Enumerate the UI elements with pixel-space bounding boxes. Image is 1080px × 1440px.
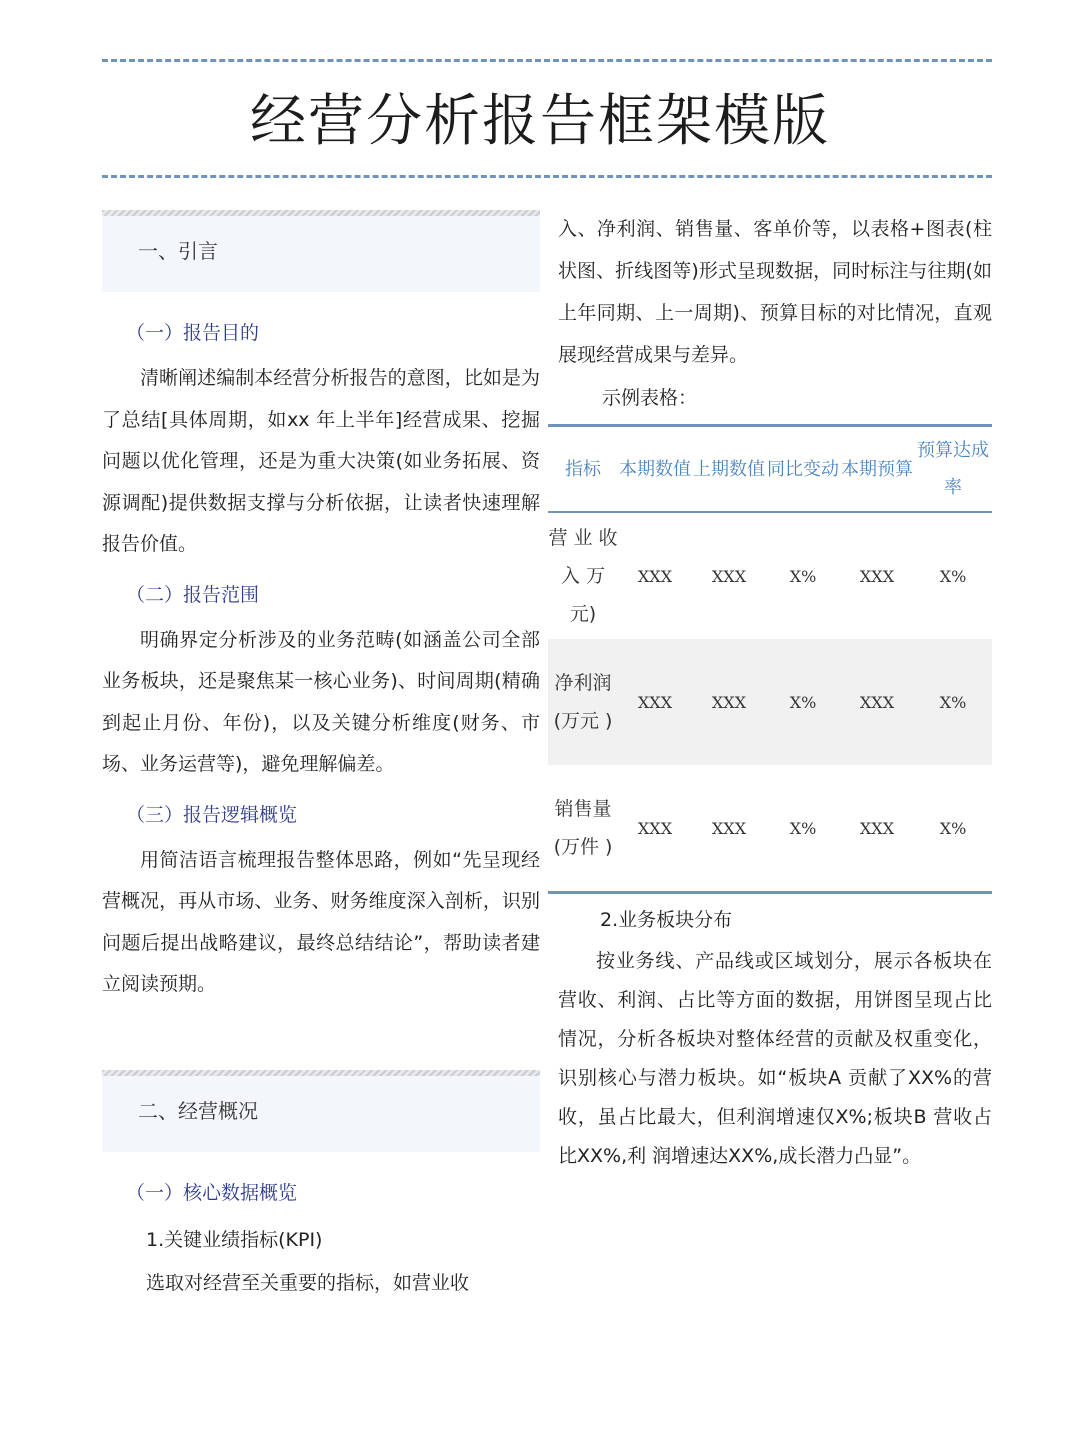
table-cell: X% [789, 566, 817, 586]
kpi-heading: 1.关键业绩指标(KPI) [146, 1228, 323, 1251]
table-row [548, 639, 992, 765]
paragraph-purpose: 清晰阐述编制本经营分析报告的意图，比如是为了总结[具体周期，如xx 年上半年]经营成果、挖掘问题以优化管理，还是为重大决策(如业务拓展、资源调配)提供数据支撑与分析依据，让读者快速理解报告价值。 [102, 367, 540, 555]
right-column [548, 208, 992, 1176]
table-cell: XXX [840, 639, 914, 765]
table-row-label: 净利润(万元 ) [548, 639, 618, 765]
table-cell: XXX [692, 639, 766, 765]
segment-heading: 2.业务板块分布 [600, 909, 733, 931]
section-header-intro [102, 210, 540, 292]
table-cell: X% [939, 566, 967, 586]
section-heading-intro: 一、引言 [138, 239, 218, 263]
section-heading-overview: 二、经营概况 [138, 1098, 258, 1123]
table-header-cell: 本期预算 [840, 426, 914, 513]
table-header-cell: 本期数值 [618, 426, 692, 513]
subheading-logic: （三）报告逻辑概览 [126, 803, 298, 826]
left-column [102, 210, 540, 1304]
table-row [548, 512, 992, 639]
table-header-row [548, 426, 992, 513]
top-dashed-divider [102, 59, 992, 62]
table-cell: XXX [859, 818, 895, 838]
table-cell: X% [789, 818, 817, 838]
paragraph-kpi-continued: 入、净利润、销售量、客单价等，以表格+图表(柱状图、折线图等)形式呈现数据，同时标注与往期(如上年同期、上一周期)、预算目标的对比情况，直观展现经营成果与差异。 [558, 218, 992, 366]
table-header-cell: 指标 [548, 426, 618, 513]
document-title: 经营分析报告框架模版 [250, 89, 830, 154]
section-header-overview [102, 1070, 540, 1152]
table-cell: X% [766, 639, 840, 765]
table-caption: 示例表格： [602, 387, 698, 409]
subheading-purpose: （一）报告目的 [126, 322, 260, 344]
table-cell: XXX [711, 818, 747, 838]
title-dashed-divider [102, 175, 992, 178]
paragraph-scope: 明确界定分析涉及的业务范畴(如涵盖公司全部业务板块，还是聚焦某一核心业务)、时间周期(精确到起止月份、年份)，以及关键分析维度(财务、市场、业务运营等)，避免理解偏差。 [102, 628, 540, 775]
table-cell: XXX [637, 566, 673, 586]
paragraph-logic: 用简洁语言梳理报告整体思路，例如“先呈现经营概况，再从市场、业务、财务维度深入剖析，识别问题后提出战略建议，最终总结结论”，帮助读者建立阅读预期。 [102, 848, 540, 995]
table-cell: X% [939, 818, 967, 838]
table-header-cell: 同比变动 [766, 426, 840, 513]
table-cell: XXX [618, 639, 692, 765]
paragraph-kpi-start: 选取对经营至关重要的指标，如营业收 [146, 1271, 470, 1294]
table-cell: X% [914, 639, 992, 765]
subheading-core-data: （一）核心数据概览 [126, 1181, 298, 1204]
table-header-cell: 预算达成率 [914, 426, 992, 513]
table-cell: XXX [637, 818, 673, 838]
subheading-scope: （二）报告范围 [126, 583, 260, 606]
table-header-cell: 上期数值 [692, 426, 766, 513]
kpi-table [548, 424, 992, 894]
paragraph-segment: 按业务线、产品线或区域划分，展示各板块在营收、利润、占比等方面的数据，用饼图呈现占比情况，分析各板块对整体经营的贡献及权重变化，识别核心与潜力板块。如“板块A 贡献了XX%的营收，虽占比最大，但利润增速仅X%;板块B 营收占比XX%,利 润增速达XX%,成长潜力凸显”。 [558, 950, 992, 1167]
table-row [548, 765, 992, 893]
table-cell: XXX [859, 566, 895, 586]
table-row-label: 销售量(万件 ) [553, 798, 613, 858]
table-cell: XXX [711, 566, 747, 586]
table-row-label: 营 业 收 入 万元) [548, 527, 618, 625]
